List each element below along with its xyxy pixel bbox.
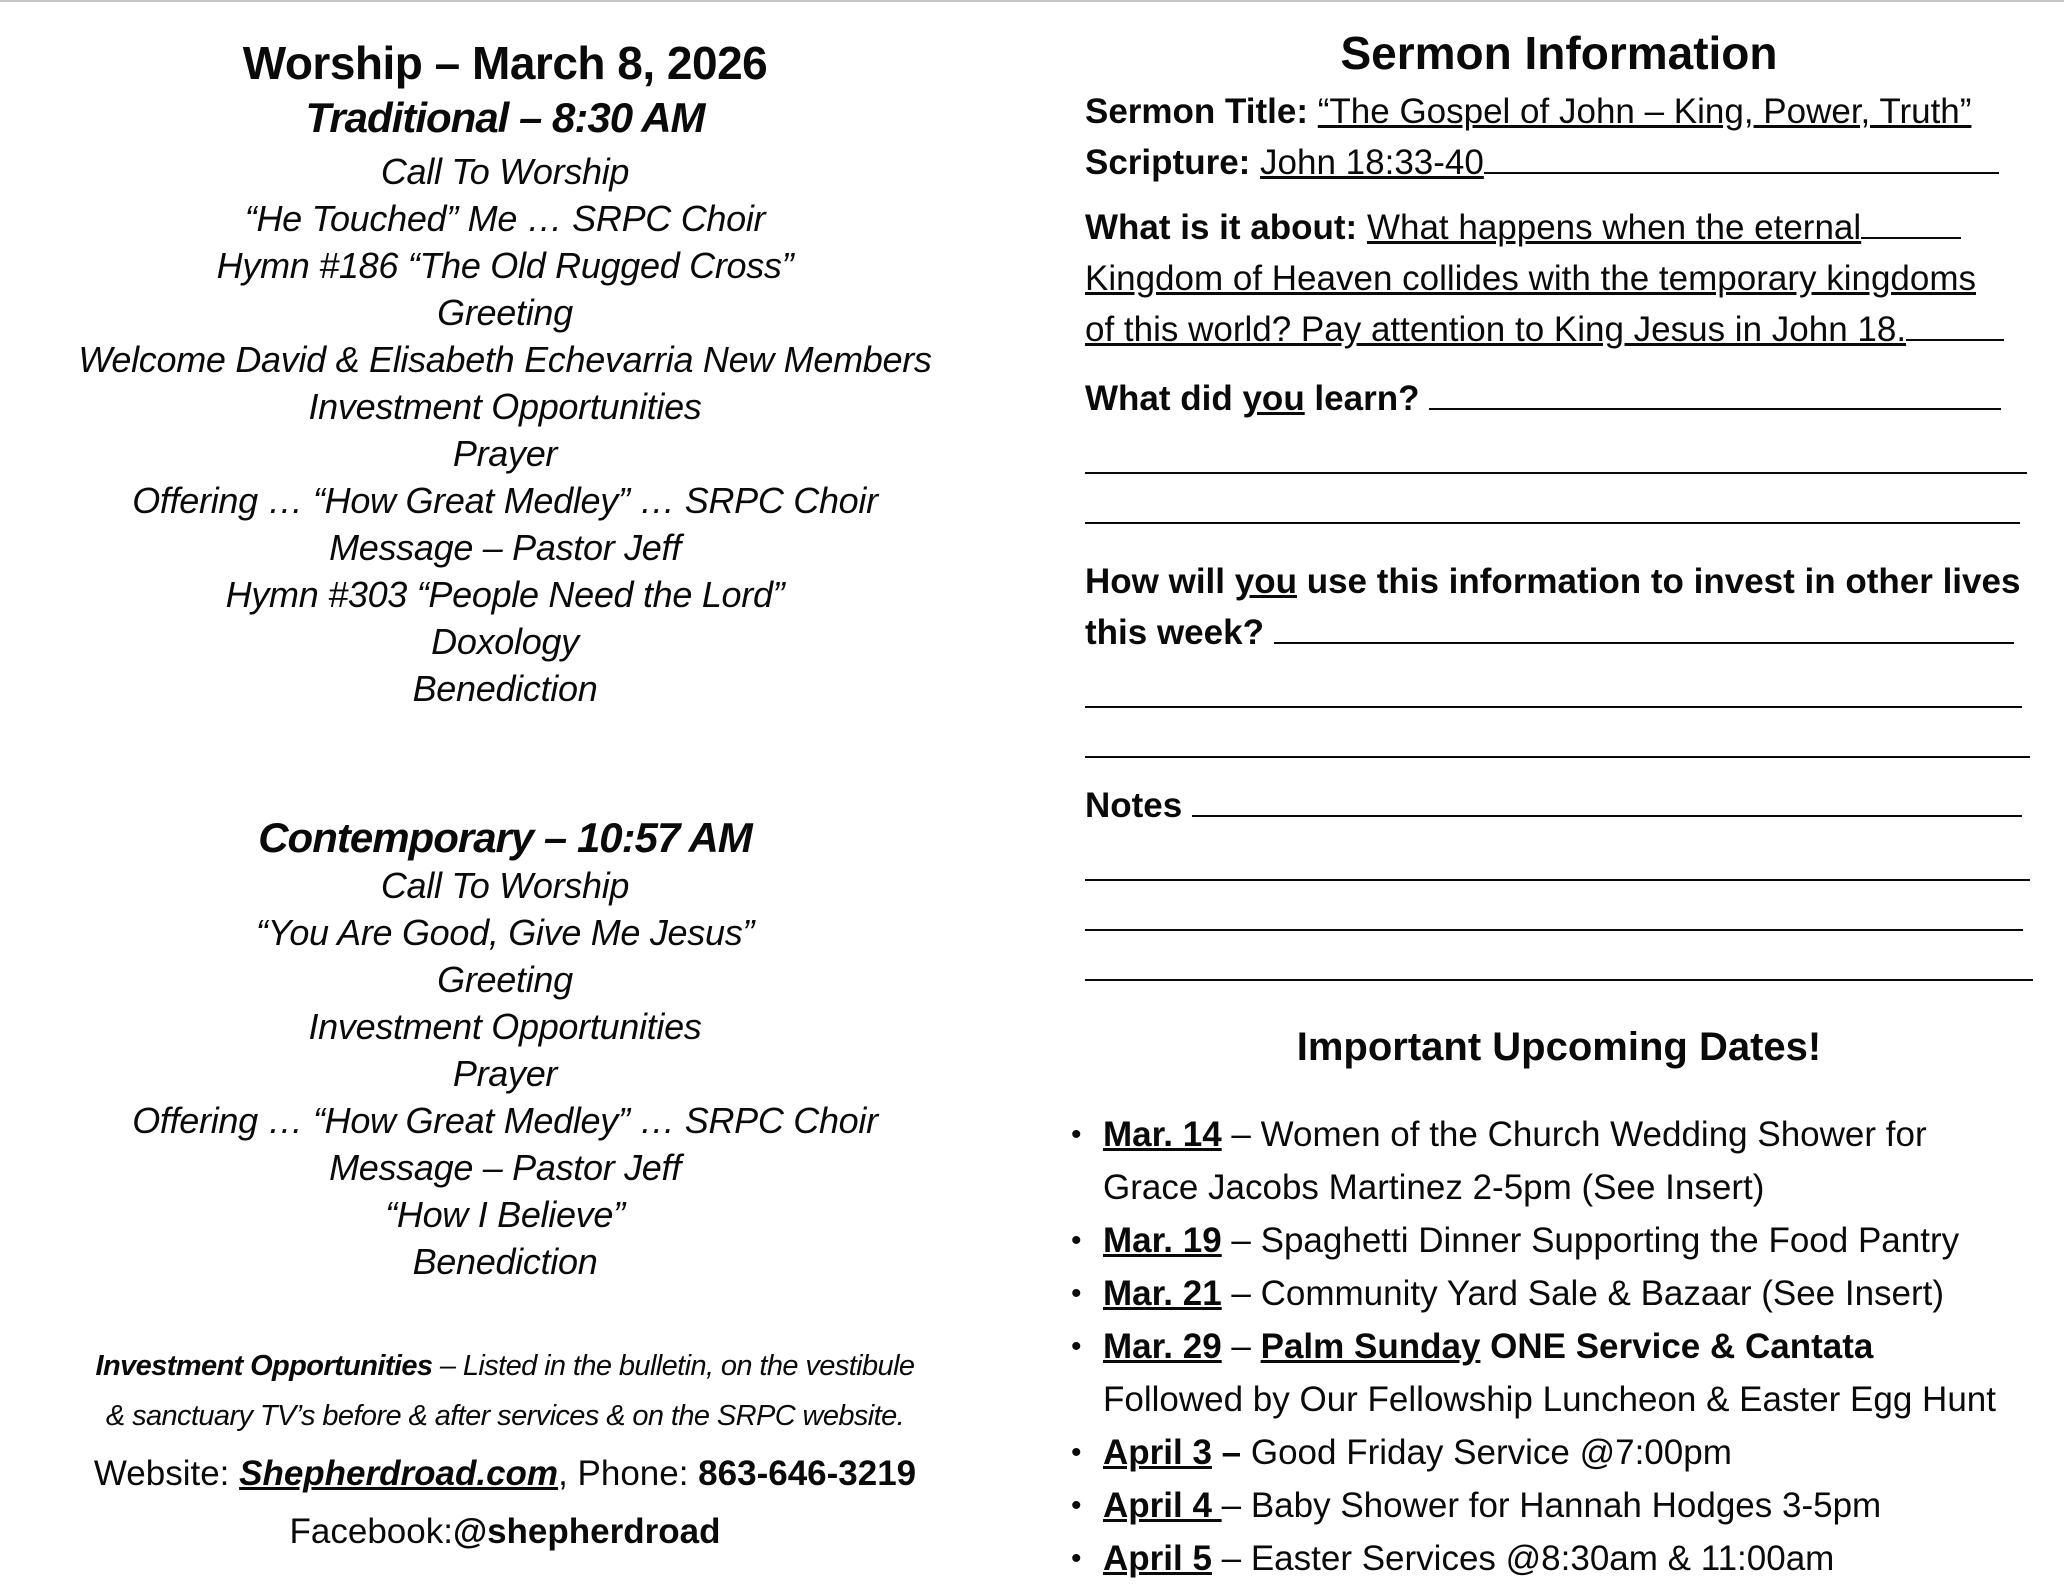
order-item: Benediction: [412, 668, 598, 709]
order-item: Call To Worship: [380, 151, 630, 192]
fill-in-line: [1906, 309, 2004, 341]
order-item: Investment Opportunities: [308, 386, 702, 427]
traditional-heading: Traditional – 8:30 AM: [305, 94, 705, 141]
date-item: • April 4 – Baby Shower for Hannah Hodges 3-5pm: [1071, 1486, 1882, 1525]
notes-line[interactable]: [1085, 831, 2030, 881]
notes-prompt: Notes: [1085, 780, 2033, 831]
date-item: • Mar. 29 – Palm Sunday ONE Service & Cantata: [1071, 1327, 1874, 1366]
date-item-continued: Grace Jacobs Martinez 2-5pm (See Insert): [1103, 1168, 1765, 1207]
order-item: Prayer: [452, 433, 558, 474]
contact-info: [20, 1445, 990, 1561]
order-item: Welcome David & Elisabeth Echevarria New Members: [78, 339, 932, 380]
answer-line[interactable]: [1429, 378, 2001, 410]
investment-note-label: Investment Opportunities: [95, 1350, 433, 1382]
order-item: Offering … “How Great Medley” … SRPC Choir: [132, 1100, 878, 1141]
investment-note-line2: & sanctuary TV’s before & after services & on the SRPC website.: [105, 1400, 905, 1432]
learn-prompt: What did you learn?: [1085, 373, 2033, 424]
website-link[interactable]: Shepherdroad.com: [239, 1454, 559, 1493]
order-item: “He Touched” Me … SRPC Choir: [244, 198, 766, 239]
scripture-value: John 18:33-40: [1260, 143, 1484, 182]
order-item: Benediction: [412, 1241, 598, 1282]
worship-order-column: [20, 30, 990, 1561]
order-item: Prayer: [452, 1053, 558, 1094]
date-item: • Mar. 21 – Community Yard Sale & Bazaar (See Insert): [1071, 1274, 1945, 1313]
answer-line[interactable]: [1085, 474, 2020, 524]
facebook-handle: @shepherdroad: [452, 1512, 721, 1551]
answer-line[interactable]: [1274, 612, 2014, 644]
order-item: Hymn #186 “The Old Rugged Cross”: [216, 245, 794, 286]
answer-line[interactable]: [1085, 424, 2027, 474]
sermon-title-value: “The Gospel of John – King, Power, Truth”: [1317, 92, 1972, 131]
invest-prompt: How will you use this information to invest in other lives: [1085, 562, 2021, 601]
date-item: • Mar. 14 – Women of the Church Wedding Shower for: [1071, 1115, 1927, 1154]
contemporary-heading: Contemporary – 10:57 AM: [258, 814, 752, 861]
answer-line[interactable]: [1085, 658, 2022, 708]
sermon-about: What is it about: What happens when the eternal Kingdom of Heaven collides with the temporary kingdoms of this world? Pay attention to King Jesus in John 18.: [1085, 202, 2033, 355]
invest-prompt-line2: this week?: [1085, 607, 2033, 658]
upcoming-dates: [1071, 1025, 2033, 1585]
investment-note: [20, 1341, 990, 1441]
order-item: Greeting: [437, 292, 573, 333]
date-item: • April 5 – Easter Services @8:30am & 11:00am: [1071, 1539, 1835, 1578]
facebook-line: Facebook:@shepherdroad: [289, 1512, 721, 1551]
investment-note-line1: Investment Opportunities – Listed in the bulletin, on the vestibule: [95, 1350, 915, 1382]
contemporary-service: [20, 814, 990, 1285]
order-item: Doxology: [431, 621, 579, 662]
notes-line[interactable]: [1085, 931, 2033, 981]
contemporary-order-list: [20, 862, 990, 1285]
scripture-row: Scripture: John 18:33-40: [1085, 137, 2033, 188]
sermon-title-row: Sermon Title: “The Gospel of John – King, Power, Truth”: [1085, 92, 1972, 131]
order-item: “You Are Good, Give Me Jesus”: [255, 912, 755, 953]
fill-in-line: [1861, 207, 1961, 239]
notes-line[interactable]: [1085, 881, 2023, 931]
order-item: Greeting: [437, 959, 573, 1000]
traditional-service: [20, 94, 990, 712]
phone-number: 863-646-3219: [698, 1454, 917, 1493]
order-item: Hymn #303 “People Need the Lord”: [225, 574, 785, 615]
order-item: Message – Pastor Jeff: [329, 527, 681, 568]
sermon-heading: Sermon Information: [1340, 27, 1778, 79]
website-phone-line: Website: Shepherdroad.com, Phone: 863-646-3219: [93, 1454, 917, 1493]
worship-title: Worship – March 8, 2026: [242, 37, 768, 89]
order-item: Message – Pastor Jeff: [329, 1147, 681, 1188]
dates-heading: Important Upcoming Dates!: [1296, 1025, 1822, 1069]
order-item: Call To Worship: [380, 865, 630, 906]
order-item: “How I Believe”: [385, 1194, 625, 1235]
date-item: • April 3 – Good Friday Service @7:00pm: [1071, 1433, 1732, 1472]
date-item-continued: Followed by Our Fellowship Luncheon & Easter Egg Hunt: [1103, 1380, 1996, 1419]
fill-in-line: [1484, 142, 1999, 174]
dates-list: [1071, 1108, 2033, 1585]
notes-line[interactable]: [1192, 785, 2022, 817]
date-item: • Mar. 19 – Spaghetti Dinner Supporting the Food Pantry: [1071, 1221, 1960, 1260]
order-item: Offering … “How Great Medley” … SRPC Choir: [132, 480, 878, 521]
sermon-column: [1071, 22, 2033, 1585]
answer-line[interactable]: [1085, 708, 2030, 758]
page-top-border: [0, 0, 2064, 2]
order-item: Investment Opportunities: [308, 1006, 702, 1047]
traditional-order-list: [20, 148, 990, 712]
